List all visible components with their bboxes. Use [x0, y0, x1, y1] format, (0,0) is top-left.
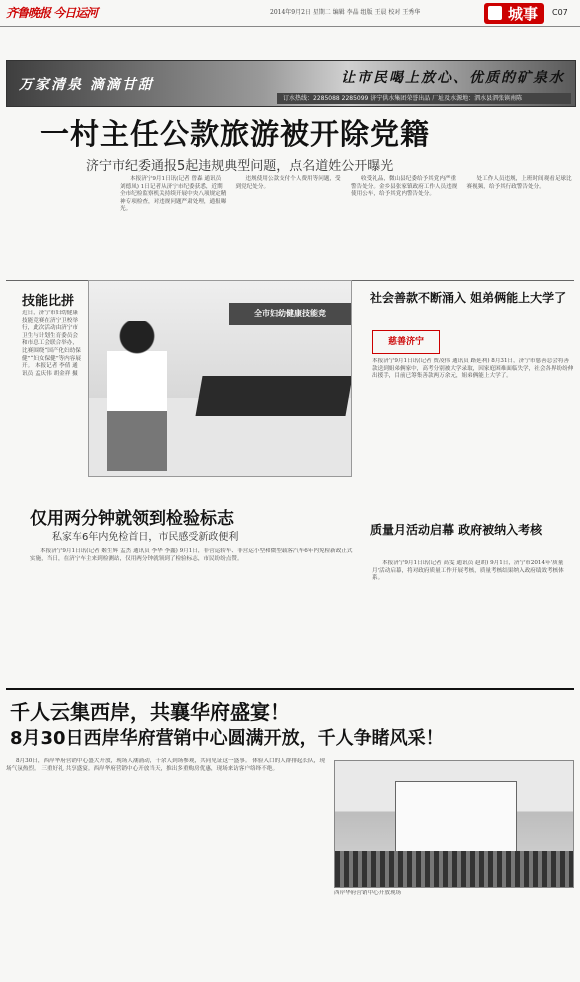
lead-paragraph: 处工作人员违规，上班时间观看足球比赛视频，给予其行政警告处分。 — [466, 176, 572, 190]
contest-photo[interactable] — [88, 280, 352, 477]
ad-contact-strip: 订水热线：2285088 2285099 济宁供水集团荣誉出品 厂址及水源地：泗水县泗张镇南陈 — [277, 93, 571, 104]
lead-paragraph: 违规使用公款支付个人费用等问题，受到党纪处分。 — [235, 176, 341, 190]
crowd-figures — [335, 851, 573, 887]
photo-story-caption: 近日，济宁市妇幼健康技能竞赛在济宁卫校举行，此次活动由济宁市卫生与计划生育委员会和市总工会联合举办，比赛围绕“国产化妇幼保健”“妇女保健”等内容展开。 本报记者 李倩 通讯员 孟庆伟 胡金祥 摄 — [22, 310, 81, 377]
ad-slogan-left: 万家清泉 滴滴甘甜 — [19, 77, 154, 93]
lead-headline: 一村主任公款旅游被开除党籍 — [40, 117, 431, 151]
charity-stamp: 慈善济宁 — [372, 330, 440, 354]
issue-info: 2014年9月2日 星期二 编辑 李晶 组版 王晨 校对 王秀华 — [270, 9, 421, 16]
lead-paragraph: 本报济宁9月1日讯(记者 曾森 通讯员 刘德凤) 1日记者从济宁市纪委获悉，近期全市纪检监察机关持续开展中央八项规定精神专项检查，对违规问题严肃处理，通报曝光。 — [120, 176, 227, 213]
advertorial-subheadline: 8月30日西岸华府营销中心圆满开放，千人争睹风采！ — [10, 728, 444, 749]
advertorial-body: 8月30日，西岸华府营销中心盛大开放，现场人潮涌动，千余人到场参观，共同见证这一盛事。 体验入口的人群排起长队，现场气氛热烈。 三重好礼 共享盛宴。西岸华府营销中心开放当天，推出多重购房优惠，现场来访客户络绎不绝。 — [6, 758, 325, 772]
newspaper-logo: 齐鲁晚报 今日运河 — [6, 6, 98, 20]
photo-caption: 西岸华府营销中心开放现场 — [334, 890, 402, 896]
water-ad-banner[interactable] — [6, 60, 576, 107]
lead-body — [120, 176, 574, 214]
advertorial-headline: 千人云集西岸，共襄华府盛宴！ — [10, 700, 290, 724]
judges-table — [195, 376, 352, 416]
lead-paragraph: 收受礼品，微山县纪委给予其党内严重警告处分。金乡县张家镇政府工作人员违规使用公车，给予其党内警告处分。 — [351, 176, 458, 198]
quality-headline: 质量月活动启幕 政府被纳入考核 — [370, 523, 543, 537]
inspection-subheadline: 私家车6年内免检首日，市民感受新政便利 — [52, 532, 239, 543]
sales-center-photo[interactable] — [334, 760, 574, 888]
section-logo-icon — [488, 6, 502, 20]
masthead — [0, 0, 580, 27]
inspection-headline: 仅用两分钟就领到检验标志 — [30, 509, 234, 529]
charity-body: 本报济宁9月1日讯(记者 贾凌伟 通讯员 路延利) 8月31日，济宁市慈善总会将善款送到姐弟俩家中，高考分别被大学录取，因家庭困难面临失学，社会各界纷纷伸出援手，目前已筹集善款两万余元，姐弟俩能上大学了。 — [372, 358, 574, 380]
inspection-body: 本报济宁9月1日讯(记者 姬生辉 孟杰 通讯员 李华 李鑫) 9月1日，非营运轿车、非营运小型和微型载客汽车6年内免检新政正式实施，当日，在济宁车主来到检测站，仅用两分钟就领到了检验标志，市民纷纷点赞。 — [30, 548, 353, 562]
sales-center-building — [395, 781, 517, 853]
photo-story-title: 技能比拼 — [22, 294, 75, 309]
charity-headline: 社会善款不断涌入 姐弟俩能上大学了 — [370, 291, 567, 305]
page-number: C07 — [552, 8, 568, 17]
quality-body: 本报济宁9月1日讯(记者 高雯 通讯员 赵胡) 9月1日，济宁市2014年'质量月'活动启幕，将对政府质量工作开展考核，质量考核结果纳入政府绩效考核体系。 — [372, 560, 564, 582]
section-badge: 城事 — [484, 3, 544, 24]
photo-banner-text: 全市妇幼健康技能竞 — [229, 303, 351, 325]
lead-subheadline: 济宁市纪委通报5起违规典型问题，点名道姓公开曝光 — [86, 159, 394, 174]
ad-slogan-right: 让市民喝上放心、优质的矿泉水 — [341, 70, 565, 86]
contestant-figure — [107, 321, 167, 471]
